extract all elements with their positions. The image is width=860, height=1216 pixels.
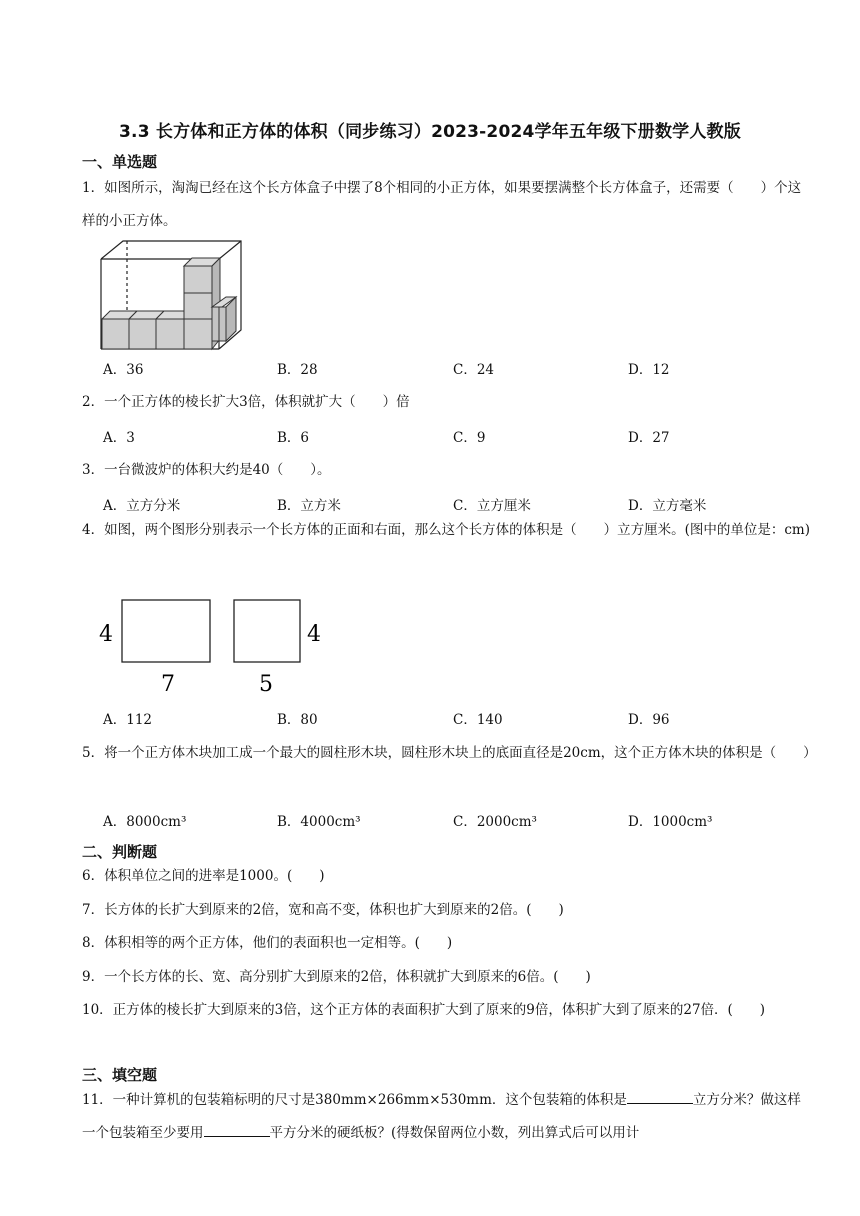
section-heading-single-choice: 一、单选题 — [82, 153, 158, 171]
question-9: 9．一个长方体的长、宽、高分别扩大到原来的2倍，体积就扩大到原来的6倍。( ) — [82, 969, 591, 985]
question-10: 10．正方体的棱长扩大到原来的3倍，这个正方体的表面积扩大到了原来的9倍，体积扩大到了原来的27倍．( ) — [82, 1002, 766, 1018]
option-a[interactable]: A．立方分米 — [103, 498, 181, 514]
option-d[interactable]: D．96 — [628, 712, 670, 728]
option-c[interactable]: C．9 — [453, 430, 486, 446]
question-6: 6．体积单位之间的进率是1000。( ) — [82, 868, 325, 884]
section-heading-fill-blank: 三、填空题 — [82, 1066, 158, 1084]
option-a[interactable]: A．8000cm³ — [103, 814, 187, 830]
page-title: 3.3 长方体和正方体的体积（同步练习）2023-2024学年五年级下册数学人教版 — [119, 122, 741, 142]
option-a[interactable]: A．3 — [103, 430, 135, 446]
option-a[interactable]: A．36 — [103, 362, 144, 378]
question-8: 8．体积相等的两个正方体，他们的表面积也一定相等。( ) — [82, 935, 453, 951]
front-and-right-views-figure — [95, 593, 325, 698]
option-d[interactable]: D．立方毫米 — [628, 498, 707, 514]
option-b[interactable]: B．4000cm³ — [277, 814, 361, 830]
right-height-label: 4 — [307, 622, 321, 647]
answer-blank-2[interactable] — [204, 1122, 270, 1137]
option-d[interactable]: D．12 — [628, 362, 670, 378]
question-2: 2．一个正方体的棱长扩大3倍，体积就扩大（ ）倍 — [82, 394, 410, 410]
option-b[interactable]: B．28 — [277, 362, 318, 378]
section-heading-true-false: 二、判断题 — [82, 843, 158, 861]
front-length-label: 7 — [161, 672, 175, 697]
question-11-part-b: 立方分米？做这样一个包装箱至少要用 — [82, 1092, 801, 1141]
question-1: 1．如图所示，淘淘已经在这个长方体盒子中摆了8个相同的小正方体，如果要摆满整个长方体盒子，还需要（ ）个这样的小正方体。 — [82, 180, 802, 229]
option-c[interactable]: C．24 — [453, 362, 495, 378]
question-7: 7．长方体的长扩大到原来的2倍，宽和高不变，体积也扩大到原来的2倍。( ) — [82, 902, 564, 918]
front-height-label: 4 — [99, 622, 113, 647]
question-3: 3．一台微波炉的体积大约是40（ ）。 — [82, 462, 331, 478]
question-11-part-a: 11．一种计算机的包装箱标明的尺寸是380mm×266mm×530mm．这个包装箱的体积是 — [82, 1092, 627, 1108]
option-b[interactable]: B．6 — [277, 430, 310, 446]
right-width-label: 5 — [259, 672, 273, 697]
front-view-rectangle — [122, 600, 210, 662]
option-c[interactable]: C．2000cm³ — [453, 814, 537, 830]
answer-blank-1[interactable] — [627, 1089, 693, 1104]
option-b[interactable]: B．立方米 — [277, 498, 341, 514]
right-view-rectangle — [234, 600, 300, 662]
question-11-part-c: 平方分米的硬纸板？(得数保留两位小数，列出算式后可以用计 — [269, 1125, 640, 1141]
option-c[interactable]: C．立方厘米 — [453, 498, 531, 514]
option-b[interactable]: B．80 — [277, 712, 318, 728]
option-d[interactable]: D．1000cm³ — [628, 814, 713, 830]
option-a[interactable]: A．112 — [103, 712, 153, 728]
option-d[interactable]: D．27 — [628, 430, 670, 446]
question-4: 4．如图，两个图形分别表示一个长方体的正面和右面，那么这个长方体的体积是（ ）立方厘米。(图中的单位是：cm) — [82, 522, 810, 538]
question-11 — [82, 1084, 812, 1150]
question-5: 5．将一个正方体木块加工成一个最大的圆柱形木块，圆柱形木块上的底面直径是20cm，这个正方体木块的体积是（ ） — [82, 745, 817, 761]
cuboid-box-figure — [100, 240, 242, 352]
option-c[interactable]: C．140 — [453, 712, 503, 728]
